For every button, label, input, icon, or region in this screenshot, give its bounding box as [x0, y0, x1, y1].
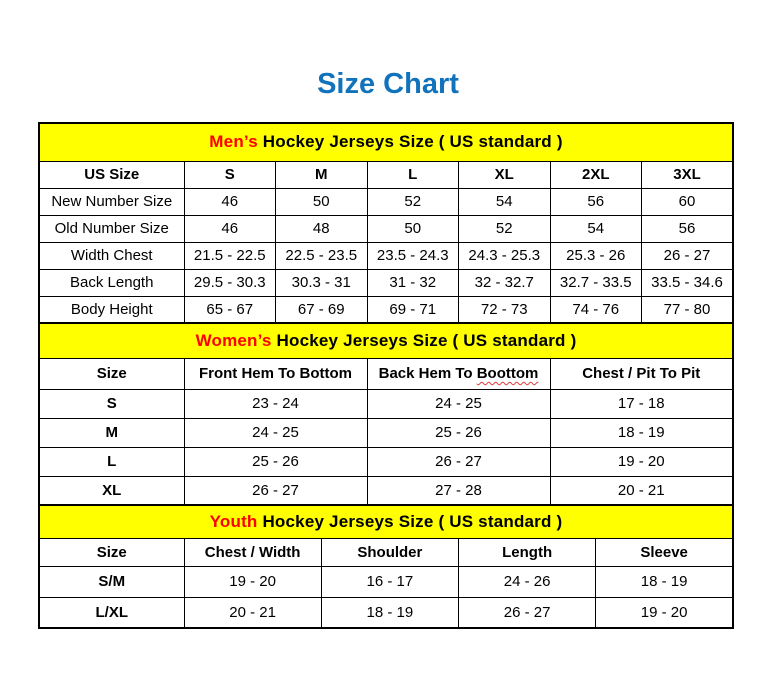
womens-row-label: L	[39, 447, 184, 476]
mens-column-header: 2XL	[550, 161, 642, 188]
womens-title-accent: Women’s	[195, 330, 272, 350]
mens-value-cell: 48	[276, 215, 368, 242]
youth-column-header: Chest / Width	[184, 538, 321, 566]
womens-value-cell: 26 - 27	[367, 447, 550, 476]
mens-value-cell: 77 - 80	[642, 296, 734, 323]
mens-value-cell: 23.5 - 24.3	[367, 242, 459, 269]
womens-row	[39, 476, 733, 505]
mens-column-header: 3XL	[642, 161, 734, 188]
womens-value-cell: 27 - 28	[367, 476, 550, 505]
youth-row-label: S/M	[39, 566, 184, 597]
womens-value-cell: 23 - 24	[184, 389, 367, 418]
mens-value-cell: 52	[459, 215, 551, 242]
womens-value-cell: 24 - 25	[184, 418, 367, 447]
mens-section-title: Men’s Hockey Jerseys Size ( US standard )	[39, 123, 733, 161]
mens-value-cell: 74 - 76	[550, 296, 642, 323]
womens-section-title-row	[39, 323, 733, 358]
mens-row	[39, 215, 733, 242]
mens-column-header: L	[367, 161, 459, 188]
mens-column-header: M	[276, 161, 368, 188]
mens-value-cell: 67 - 69	[276, 296, 368, 323]
youth-row-label: L/XL	[39, 597, 184, 628]
womens-size-table	[38, 322, 734, 506]
mens-value-cell: 50	[367, 215, 459, 242]
mens-row-label: Back Length	[39, 269, 184, 296]
mens-row	[39, 296, 733, 323]
mens-value-cell: 46	[184, 188, 276, 215]
mens-value-cell: 56	[550, 188, 642, 215]
womens-row-label: M	[39, 418, 184, 447]
womens-header-row	[39, 358, 733, 389]
youth-column-header: Size	[39, 538, 184, 566]
womens-row	[39, 389, 733, 418]
womens-row	[39, 447, 733, 476]
womens-value-cell: 24 - 25	[367, 389, 550, 418]
page-title: Size Chart	[317, 68, 459, 100]
womens-value-cell: 17 - 18	[550, 389, 733, 418]
womens-value-cell: 20 - 21	[550, 476, 733, 505]
mens-value-cell: 25.3 - 26	[550, 242, 642, 269]
womens-row-label: XL	[39, 476, 184, 505]
youth-value-cell: 19 - 20	[184, 566, 321, 597]
mens-value-cell: 52	[367, 188, 459, 215]
youth-value-cell: 24 - 26	[459, 566, 596, 597]
mens-value-cell: 32.7 - 33.5	[550, 269, 642, 296]
mens-value-cell: 21.5 - 22.5	[184, 242, 276, 269]
mens-value-cell: 26 - 27	[642, 242, 734, 269]
youth-header-row	[39, 538, 733, 566]
mens-value-cell: 24.3 - 25.3	[459, 242, 551, 269]
womens-row	[39, 418, 733, 447]
mens-row	[39, 269, 733, 296]
womens-value-cell: 25 - 26	[184, 447, 367, 476]
mens-section-title-row	[39, 123, 733, 161]
mens-column-header: XL	[459, 161, 551, 188]
mens-row-label: Old Number Size	[39, 215, 184, 242]
mens-value-cell: 22.5 - 23.5	[276, 242, 368, 269]
youth-row	[39, 566, 733, 597]
youth-value-cell: 18 - 19	[596, 566, 733, 597]
youth-column-header: Shoulder	[321, 538, 458, 566]
womens-value-cell: 26 - 27	[184, 476, 367, 505]
youth-value-cell: 20 - 21	[184, 597, 321, 628]
mens-value-cell: 31 - 32	[367, 269, 459, 296]
youth-value-cell: 19 - 20	[596, 597, 733, 628]
mens-value-cell: 60	[642, 188, 734, 215]
mens-value-cell: 33.5 - 34.6	[642, 269, 734, 296]
mens-row-label: New Number Size	[39, 188, 184, 215]
womens-column-header: Back Hem To Boottom	[367, 358, 550, 389]
mens-value-cell: 72 - 73	[459, 296, 551, 323]
mens-row-label: Body Height	[39, 296, 184, 323]
mens-value-cell: 54	[550, 215, 642, 242]
youth-section-title-row	[39, 505, 733, 538]
youth-column-header: Length	[459, 538, 596, 566]
mens-row-label: Width Chest	[39, 242, 184, 269]
youth-column-header: Sleeve	[596, 538, 733, 566]
womens-value-cell: 18 - 19	[550, 418, 733, 447]
womens-value-cell: 25 - 26	[367, 418, 550, 447]
mens-value-cell: 30.3 - 31	[276, 269, 368, 296]
womens-column-header: Chest / Pit To Pit	[550, 358, 733, 389]
womens-row-label: S	[39, 389, 184, 418]
mens-column-header: S	[184, 161, 276, 188]
mens-title-accent: Men’s	[209, 132, 258, 152]
mens-value-cell: 50	[276, 188, 368, 215]
size-chart-tables	[38, 122, 734, 629]
mens-header-row	[39, 161, 733, 188]
youth-value-cell: 26 - 27	[459, 597, 596, 628]
womens-column-header: Front Hem To Bottom	[184, 358, 367, 389]
mens-value-cell: 69 - 71	[367, 296, 459, 323]
mens-value-cell: 29.5 - 30.3	[184, 269, 276, 296]
mens-value-cell: 65 - 67	[184, 296, 276, 323]
mens-row	[39, 188, 733, 215]
youth-value-cell: 16 - 17	[321, 566, 458, 597]
youth-title-accent: Youth	[209, 511, 258, 531]
mens-row	[39, 242, 733, 269]
womens-column-header: Size	[39, 358, 184, 389]
youth-row	[39, 597, 733, 628]
mens-size-table	[38, 122, 734, 324]
mens-value-cell: 32 - 32.7	[459, 269, 551, 296]
womens-value-cell: 19 - 20	[550, 447, 733, 476]
mens-value-cell: 56	[642, 215, 734, 242]
youth-value-cell: 18 - 19	[321, 597, 458, 628]
youth-size-table	[38, 504, 734, 629]
misspelled-word: Boottom	[476, 365, 539, 382]
mens-column-header: US Size	[39, 161, 184, 188]
mens-value-cell: 54	[459, 188, 551, 215]
womens-section-title: Women’s Hockey Jerseys Size ( US standard )	[39, 323, 733, 358]
youth-section-title: Youth Hockey Jerseys Size ( US standard )	[39, 505, 733, 538]
mens-value-cell: 46	[184, 215, 276, 242]
